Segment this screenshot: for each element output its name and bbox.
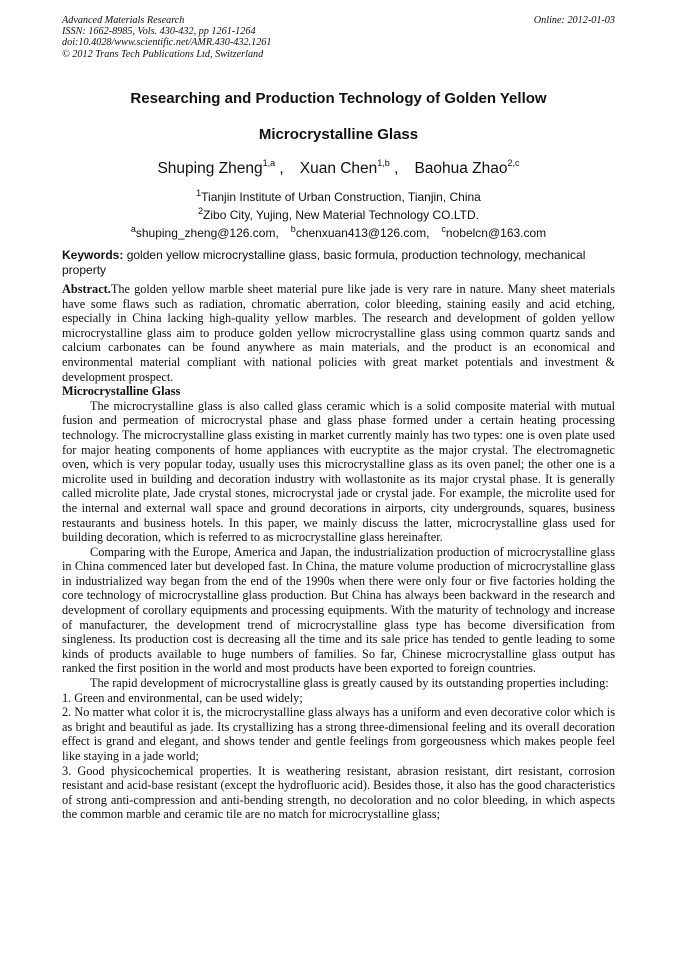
author-name: Baohua Zhao — [414, 160, 508, 177]
issn-line: ISSN: 1662-8985, Vols. 430-432, pp 1261-1264 — [62, 26, 256, 38]
email-a: shuping_zheng@126.com, — [135, 226, 279, 240]
author-superscript: 1,b — [377, 158, 390, 168]
affiliation-text: Tianjin Institute of Urban Construction, Tianjin, China — [201, 190, 481, 204]
online-date: Online: 2012-01-03 — [533, 15, 615, 26]
email-c: nobelcn@163.com — [445, 226, 547, 240]
author-superscript: 2,c — [507, 158, 520, 168]
email-superscript: b — [290, 224, 296, 234]
author-separator: , — [275, 160, 284, 177]
body-paragraph: The rapid development of microcrystalline glass is greatly caused by its outstanding properties including: — [90, 676, 609, 691]
abstract-paragraph — [62, 282, 615, 384]
author-separator: , — [389, 160, 399, 177]
copyright-line: © 2012 Trans Tech Publications Ltd, Switzerland — [62, 48, 264, 60]
journal-name: Advanced Materials Research — [62, 15, 185, 26]
body-paragraph: The microcrystalline glass is also called glass ceramic which is a solid composite material with mutual fusion and permeation of microcrystal phase and glass phase formed under a certain heating processing technology. The microcrystalline glass existing in market currently mainly has two types: one is oven plate used for major heating components of home appliances with eucryptite as the major crystal. The electromagnetic oven, which is very popular today, usually uses this microcrystalline glass as its oven panel; the other one is a microlite used in building and decoration industry with wollastonite as its major crystal phase. It is generally called microlite plate, Jade crystal stones, microcrystal jade or crystal jade. For example, the microlite used for the internal and external wall space and ground decorations in airports, city undergrounds, squares, business restaurants and business hotels. In this paper, we mainly discuss the latter, microcrystalline glass used for building decoration, which is referred to as microcrystalline glass hereinafter. — [62, 398, 615, 545]
list-item: 2. No matter what color it is, the microcrystalline glass always has a uniform and even decorative color which is as bright and beautiful as jade. Its crystallizing has a strong three-dimensional feeling and its overall decoration effect is grand and elegant, and shows tender and gentle feelings from gorgeousness which makes people feel like staying in a jade world; — [62, 705, 615, 763]
author-name: Xuan Chen — [299, 160, 378, 177]
email-superscript: c — [441, 224, 446, 234]
list-item: 3. Good physicochemical properties. It is weathering resistant, abrasion resistant, dirt resistant, corrosion resistant and acid-base resistant (except the hydrofluoric acid). Besides those, it also has the good characteristics of strong anti-compression and anti-bending strength, no decoloration and no color bleeding, in which aspects the common marble and ceramic tile are no match for microcrystalline glass; — [62, 763, 615, 822]
abstract-label: Abstract. — [62, 282, 111, 296]
abstract-text: The golden yellow marble sheet material pure like jade is very rare in nature. Many sheet materials have some flaws such as radiation, chromatic aberration, color bleeding, staining easily and acid etching, especially in China lacking high-quality yellow marbles. The research and development of golden yellow microcrystalline glass aim to produce golden yellow microcrystalline glass using common quartz sands and calcium carbonates can be found anywhere as main materials, and the product is an economical and environmental material compliant with national policies with great market potentials and investment & development prospect. — [62, 282, 615, 384]
doi-line: doi:10.4028/www.scientific.net/AMR.430-432.1261 — [62, 37, 272, 49]
email-line — [62, 226, 615, 240]
paper-body — [62, 282, 615, 822]
keywords-text: golden yellow microcrystalline glass, basic formula, production technology, mechanical property — [62, 248, 586, 277]
list-item: 1. Green and environmental, can be used widely; — [62, 690, 303, 705]
author-name: Shuping Zheng — [157, 160, 263, 177]
paper-title-line-1: Researching and Production Technology of Golden Yellow — [130, 90, 547, 107]
email-b: chenxuan413@126.com, — [295, 226, 430, 240]
body-paragraph: Comparing with the Europe, America and Japan, the industrialization production of microcrystalline glass in China commenced later but developed fast. In China, the mature volume production of microcrystalline glass in industrialized way began from the end of the 1990s when there were only four or five factories holding the core technology of microcrystalline glass production. But China has always been backward in the research and development of corollary equipments and processing equipments. With the maturity of technology and increase of manufacturer, the development trend of microcrystalline glass type has become diversification from singleness. Its production cost is decreasing all the time and its sale price has tended to gentle leading to some kinds of products available to huge numbers of families. So far, Chinese microcrystalline glass output has ranked the first position in the world and most products have been exported to foreign countries. — [62, 544, 615, 676]
author-superscript: 1,a — [262, 158, 276, 168]
keywords — [62, 248, 615, 278]
affiliation-text: Zibo City, Yujing, New Material Technology CO.LTD. — [203, 208, 479, 222]
affiliation-1 — [62, 190, 615, 204]
section-heading: Microcrystalline Glass — [62, 384, 181, 399]
paper-title-line-2: Microcrystalline Glass — [258, 126, 419, 143]
affiliation-superscript: 2 — [198, 206, 204, 216]
email-superscript: a — [130, 224, 136, 234]
keywords-label: Keywords: — [62, 248, 124, 262]
author-list — [62, 160, 615, 178]
affiliation-2 — [62, 208, 615, 222]
affiliation-superscript: 1 — [196, 188, 202, 198]
running-header — [62, 15, 615, 60]
